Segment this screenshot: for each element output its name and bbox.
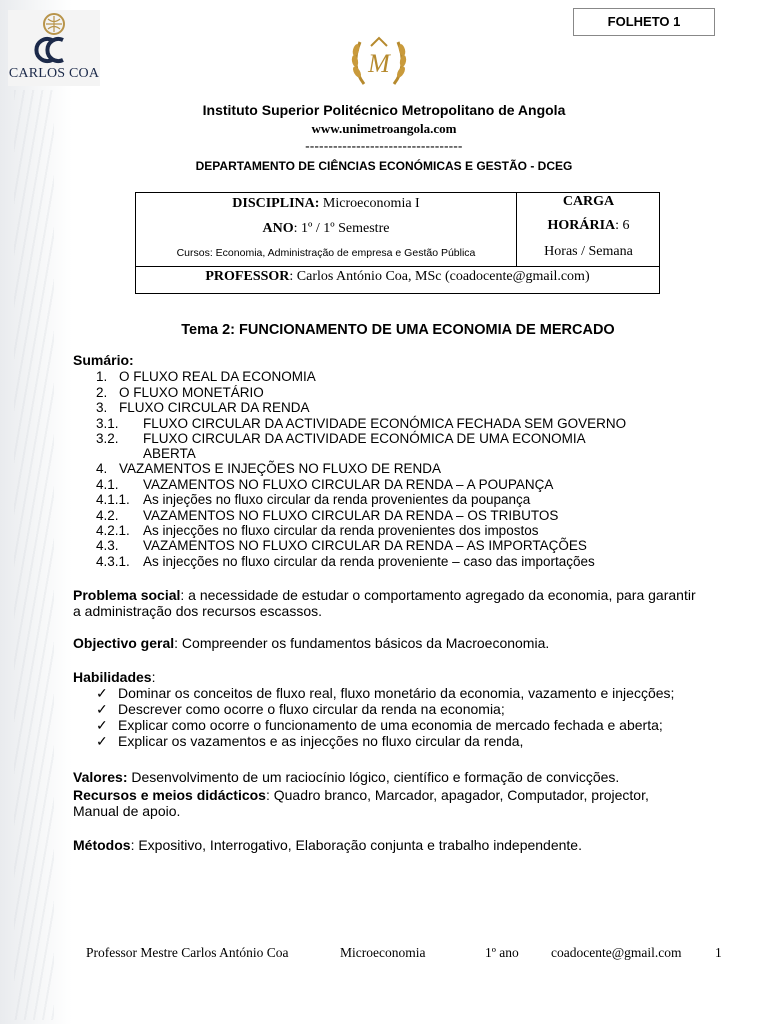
checkmark-icon: ✓ [96, 685, 108, 701]
problema-text-line1: : a necessidade de estudar o comportamento agregado da economia, para garantir [180, 587, 696, 603]
footer-ano: 1º ano [485, 945, 519, 960]
disciplina-value: Microeconomia I [319, 196, 420, 211]
sumario-item-number: 4. [96, 461, 108, 476]
metodos-label: Métodos [73, 837, 131, 853]
sumario-item-number: 4.1.1. [96, 492, 130, 507]
department-name: DEPARTAMENTO DE CIÊNCIAS ECONÓMICAS E GESTÃO - DCEG [195, 159, 573, 173]
sumario-item-number: 4.3.1. [96, 554, 130, 569]
habilidade-item [96, 685, 674, 702]
header-separator: ---------------------------------- [305, 138, 463, 153]
habilidades-label: Habilidades [73, 669, 152, 685]
brand-logo [8, 10, 100, 86]
valores-label: Valores: [73, 769, 128, 785]
sumario-item-text: As injeções no fluxo circular da renda provenientes da poupança [143, 492, 531, 507]
sumario-item-number: 3. [96, 400, 108, 415]
tema-title: Tema 2: FUNCIONAMENTO DE UMA ECONOMIA DE MERCADO [181, 322, 615, 338]
page-footer [0, 945, 768, 963]
cc-monogram-icon [8, 10, 100, 66]
objectivo-geral [73, 635, 725, 651]
habilidades-title: Habilidades: [73, 669, 156, 685]
horas-semana: Horas / Semana [544, 244, 633, 259]
professor-label: PROFESSOR [205, 269, 290, 284]
sumario-item-text: As injecções no fluxo circular da renda proveniente – caso das importações [143, 554, 595, 569]
disciplina-row [136, 196, 516, 212]
sumario-item-text: VAZAMENTOS NO FLUXO CIRCULAR DA RENDA – A POUPANÇA [143, 477, 554, 492]
cursos-text: Cursos: Economia, Administração de empresa e Gestão Pública [176, 247, 476, 259]
footer-page-number: 1 [715, 945, 722, 960]
professor-value: : Carlos António Coa, MSc (coadocente@gmail.com) [289, 269, 590, 284]
recursos [73, 787, 725, 819]
sumario-title: Sumário: [73, 352, 134, 368]
footer-professor: Professor Mestre Carlos António Coa [86, 945, 289, 960]
sumario-item-text: FLUXO CIRCULAR DA ACTIVIDADE ECONÓMICA FECHADA SEM GOVERNO [143, 416, 627, 431]
footer-email[interactable]: coadocente@gmail.com [551, 945, 682, 960]
valores-text: Desenvolvimento de um raciocínio lógico, científico e formação de convicções. [127, 769, 620, 785]
university-crest [344, 32, 414, 94]
sumario-item-number: 3.2. [96, 431, 119, 446]
sumario-item-number: 4.3. [96, 538, 119, 553]
checkmark-icon: ✓ [96, 701, 108, 717]
website-link[interactable]: www.unimetroangola.com [311, 121, 457, 136]
professor-row [136, 269, 659, 285]
habilidade-item [96, 701, 505, 718]
sumario-item-text: O FLUXO REAL DA ECONOMIA [119, 369, 316, 384]
valores [73, 769, 725, 785]
horaria-label: HORÁRIA [547, 218, 616, 233]
sumario-item-text: O FLUXO MONETÁRIO [119, 385, 264, 400]
metodos [73, 837, 725, 853]
recursos-text-line1: : Quadro branco, Marcador, apagador, Computador, projector, [265, 787, 649, 803]
sumario-item-number: 1. [96, 369, 108, 384]
sumario-item-number: 4.2. [96, 508, 119, 523]
objectivo-label: Objectivo geral [73, 635, 175, 651]
problema-label: Problema social [73, 587, 181, 603]
horaria-row [517, 218, 660, 234]
sumario-item-number: 4.1. [96, 477, 119, 492]
disciplina-label: DISCIPLINA: [232, 196, 320, 211]
recursos-text-line2: Manual de apoio. [73, 803, 181, 819]
habilidade-text: Explicar os vazamentos e as injecções no fluxo circular da renda, [118, 733, 524, 749]
institute-name: Instituto Superior Politécnico Metropolitano de Angola [202, 102, 566, 118]
horaria-value: : 6 [615, 218, 630, 233]
sumario-item-text: VAZAMENTOS E INJEÇÕES NO FLUXO DE RENDA [119, 461, 442, 476]
folheto-label: FOLHETO 1 [573, 8, 715, 36]
sumario-item-number: 2. [96, 385, 108, 400]
problema-social [73, 587, 725, 619]
sumario-item-number: 3.1. [96, 416, 119, 431]
habilidade-item [96, 717, 663, 734]
course-info-table [135, 192, 660, 294]
brand-name: CARLOS COA [8, 66, 100, 81]
recursos-label: Recursos e meios didácticos [73, 787, 266, 803]
sumario-item-text: FLUXO CIRCULAR DA RENDA [119, 400, 310, 415]
ano-value: : 1º / 1º Semestre [293, 221, 390, 236]
checkmark-icon: ✓ [96, 733, 108, 749]
problema-text-line2: a administração dos recursos escassos. [73, 603, 322, 619]
ano-label: ANO [262, 221, 294, 236]
habilidade-text: Descrever como ocorre o fluxo circular da renda na economia; [118, 701, 505, 717]
sumario-item-number: 4.2.1. [96, 523, 130, 538]
habilidade-text: Explicar como ocorre o funcionamento de uma economia de mercado fechada e aberta; [118, 717, 663, 733]
footer-disciplina: Microeconomia [340, 945, 426, 960]
habilidade-text: Dominar os conceitos de fluxo real, fluxo monetário da economia, vazamento e injecções; [118, 685, 675, 701]
ano-row [136, 221, 516, 237]
metodos-text: : Expositivo, Interrogativo, Elaboração conjunta e trabalho independente. [130, 837, 582, 853]
checkmark-icon: ✓ [96, 717, 108, 733]
sumario-item-text: As injecções no fluxo circular da renda provenientes dos impostos [143, 523, 539, 538]
habilidade-item [96, 733, 523, 750]
table-divider-horizontal [136, 266, 659, 267]
carga-label: CARGA [562, 194, 615, 209]
sumario-item-text: ABERTA [143, 446, 196, 461]
laurel-crest-icon [344, 32, 414, 94]
sumario-item-text: VAZAMENTOS NO FLUXO CIRCULAR DA RENDA – AS IMPORTAÇÕES [143, 538, 587, 553]
sumario-item-text: FLUXO CIRCULAR DA ACTIVIDADE ECONÓMICA DE UMA ECONOMIA [143, 431, 586, 446]
svg-text:M: M [368, 49, 390, 78]
sumario-item-text: VAZAMENTOS NO FLUXO CIRCULAR DA RENDA – OS TRIBUTOS [143, 508, 559, 523]
objectivo-text: : Compreender os fundamentos básicos da Macroeconomia. [174, 635, 550, 651]
